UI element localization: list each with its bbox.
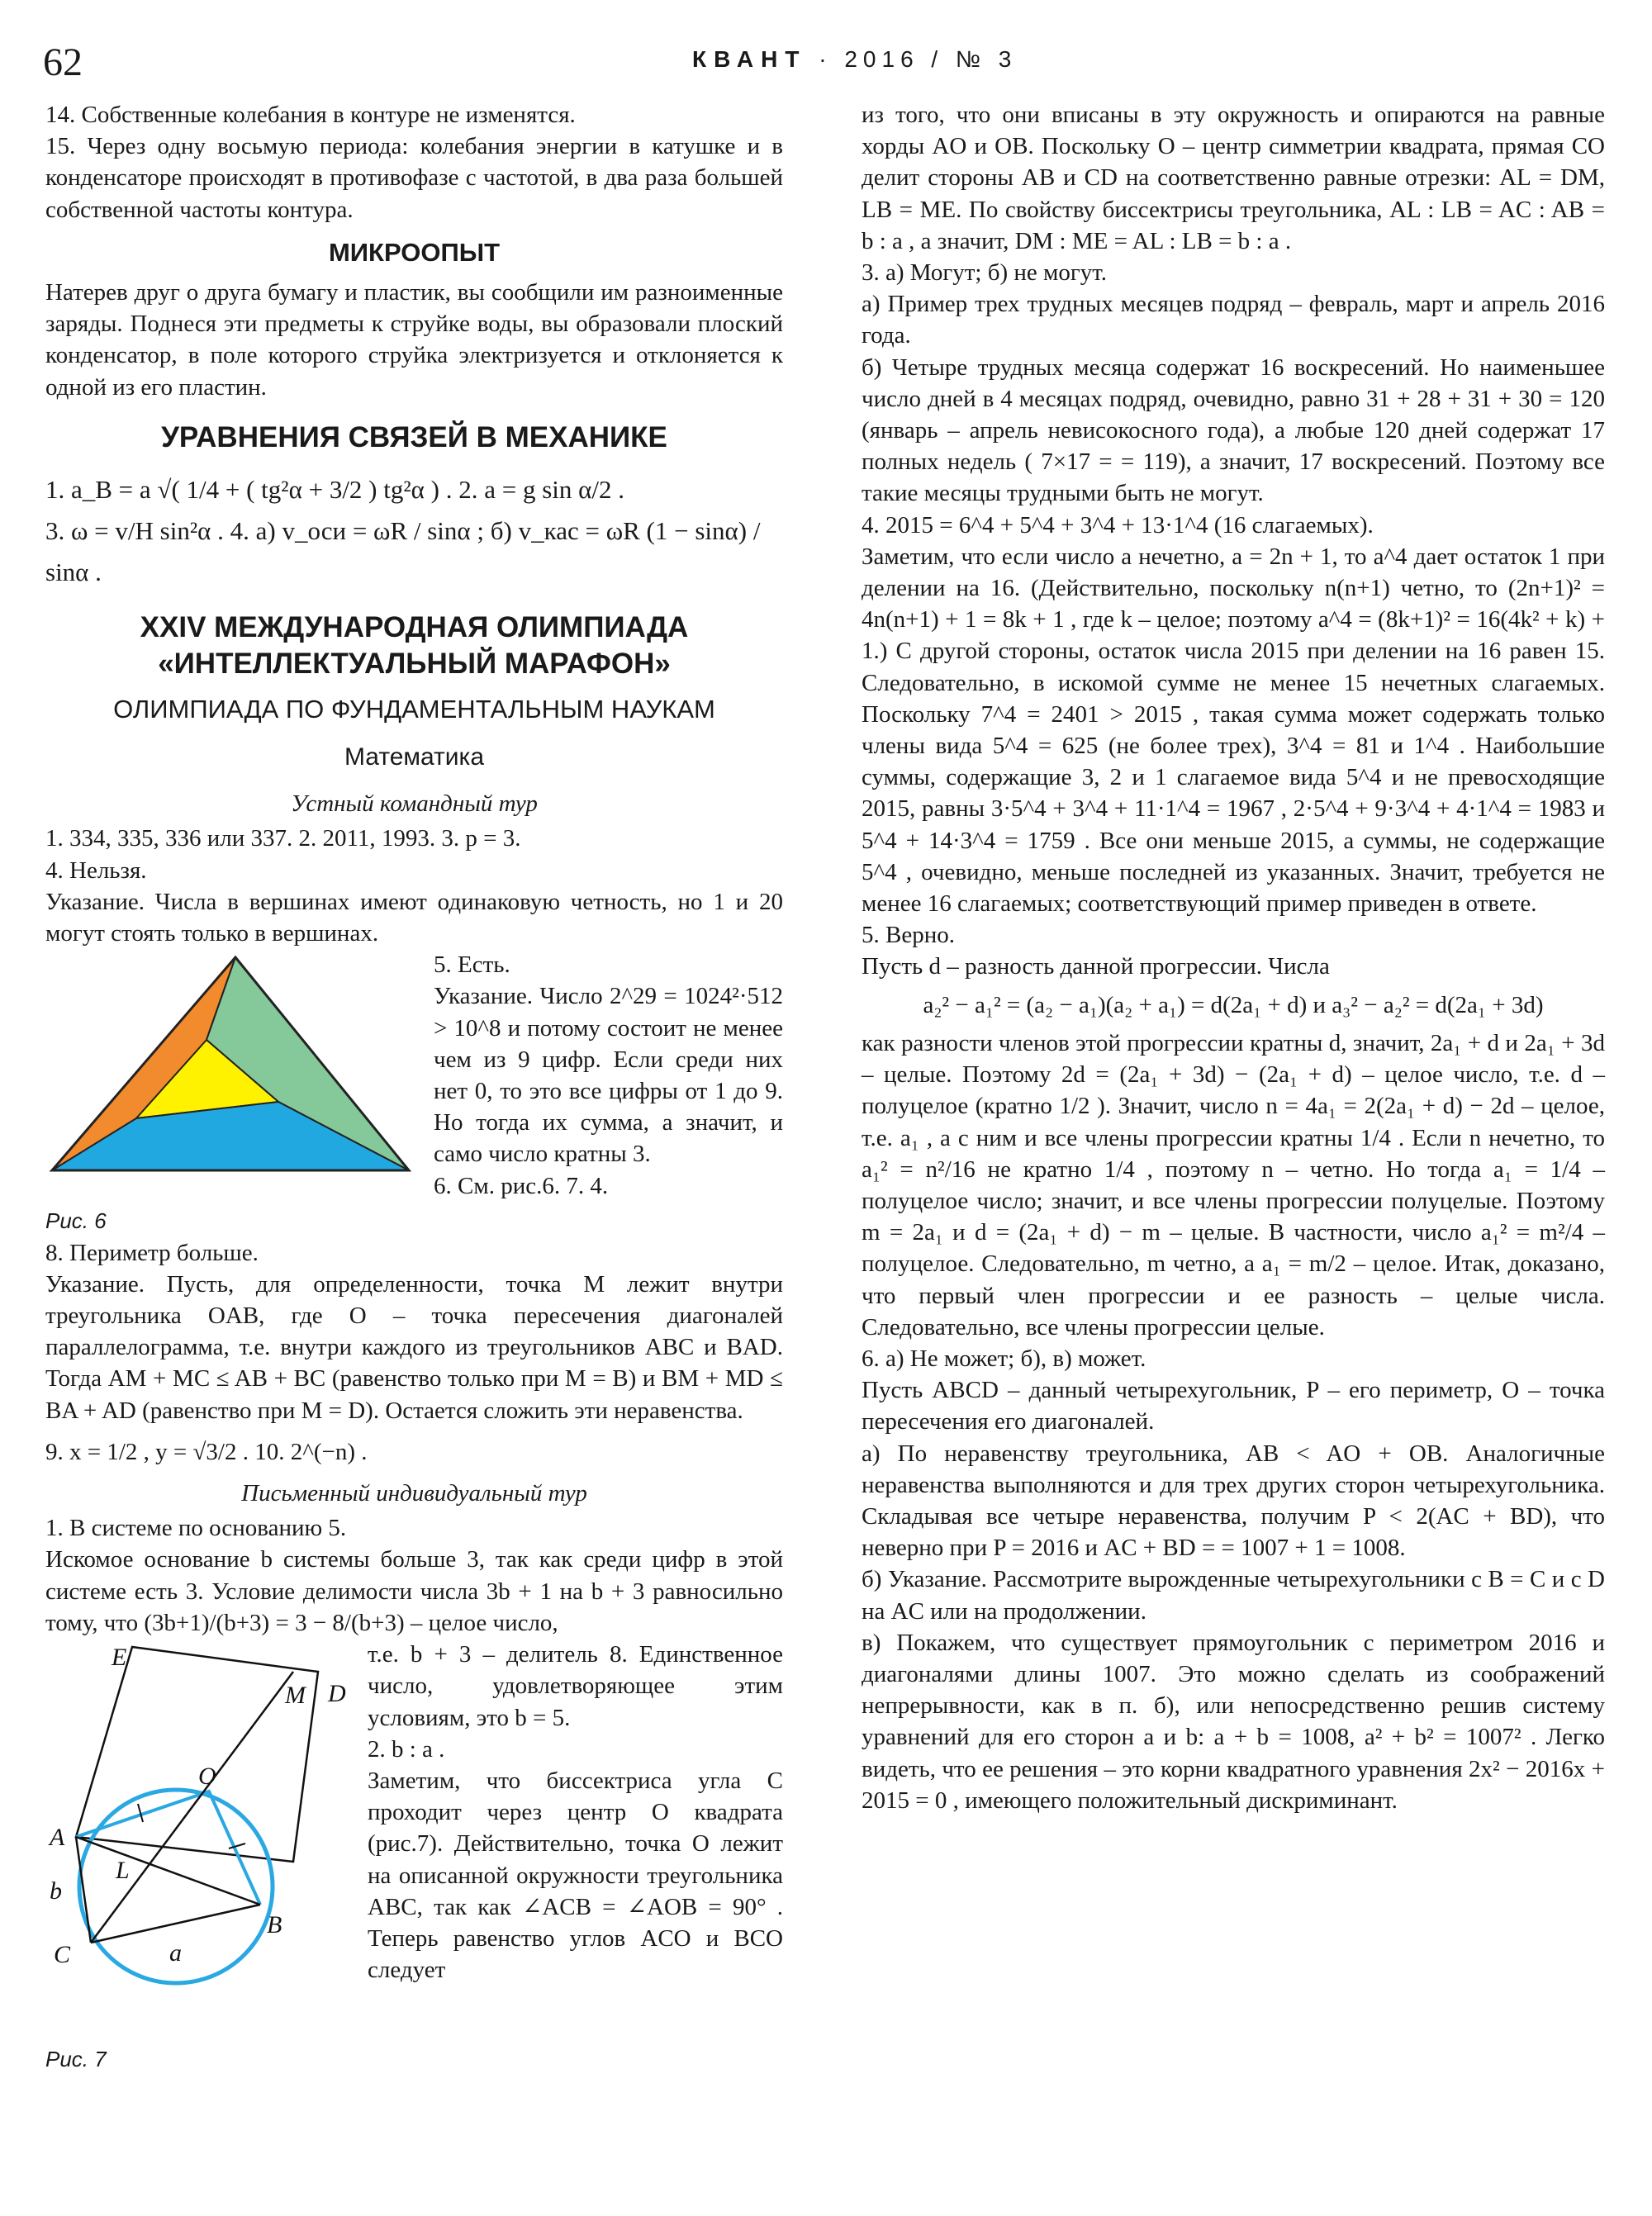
mech-title: УРАВНЕНИЯ СВЯЗЕЙ В МЕХАНИКЕ: [161, 420, 667, 453]
written-answer-3a: а) Пример трех трудных месяцев подряд – февраль, март и апрель 2016 года.: [862, 291, 1605, 349]
written-tour-heading: Письменный индивидуальный тур: [241, 1480, 587, 1507]
answer-14: 14. Собственные колебания в контуре не изменятся.: [45, 102, 576, 128]
oral-answer-4-hint: Указание. Числа в вершинах имеют одинаковую четность, но 1 и 20 могут стоять только в вершинах.: [45, 888, 783, 947]
fig7-label-C: C: [54, 1941, 71, 1969]
fig7-label-b: b: [50, 1877, 62, 1905]
oral-answers-9-10: 9. x = 1/2 , y = √3/2 . 10. 2^(−n) .: [45, 1438, 368, 1465]
oral-answers-6-7: 6. См. рис.6. 7. 4.: [434, 1172, 609, 1199]
fig7-label-L: L: [116, 1857, 130, 1885]
written-answer-5b: как разности членов этой прогрессии кратны d, значит, 2a₁ + d и 2a₁ + 3d – целые. Поэтому 2d = (2a₁ + 3d) − (2a₁ + d) – целое число, т.е. d – полуцелое (кратно 1/2 ). Значит, число n = 4a₁ = 2(2a₁ + d) − 2d – целое, т.е. a₁ , а с ним и все члены прогрессии кратны 1/4 . Если n нечетно, то a₁² = n²/16 не кратно 1/4 , поэтому n – четно. Но тогда a₁ = 1/4 – полуцелое число; значит, и все члены прогрессии полуцелые. Поэтому m = 2a₁ и d = (2a₁ + d) − m – целые. В частности, число a₁² = m²/4 – полуцелое. Следовательно, m четно, а a₁ = m/2 – целое. Итак, доказано, что первый член прогрессии и ее разность – целые числа. Следовательно, все члены прогрессии целые.: [862, 1029, 1605, 1341]
page-number: 62: [43, 40, 83, 84]
figure-6: [45, 949, 425, 1236]
written-answer-6a: Пусть ABCD – данный четырехугольник, P – его периметр, O – точка пересечения его диагоналей.: [862, 1377, 1605, 1435]
written-answer-2: 2. b : a .: [368, 1735, 445, 1763]
mech-formula-1-2: [45, 469, 783, 510]
fig7-side-text: [359, 1639, 783, 2075]
mech-formula-1: 1. a_B = a √( 1/4 + ( tg²α + 3/2 ) tg²α ) .: [45, 474, 453, 504]
written-answer-4-text: Заметим, что если число a нечетно, a = 2n + 1, то a^4 дает остаток 1 при делении на 16. (Действительно, поскольку n(n+1) четно, то (2n+1)² = 4n(n+1) + 1 = 8k + 1 , где k – целое; поэтому a^4 = (8k+1)² = 16(4k² + k) + 1.) С другой стороны, остаток числа 2015 при делении на 16 равен 15. Следовательно, в искомой сумме не менее 15 нечетных слагаемых. Поскольку 7^4 = 2401 > 2015 , такая сумма может содержать только члены вида 5^4 = 625 (не более трех), 3^4 = 81 и 1^4 . Наибольшие суммы, содержащие 3, 2 и 1 слагаемое вида 5^4 и не превосходящие 2015, равны 3·5^4 + 3^4 + 11·1^4 = 1967 , 2·5^4 + 9·3^4 + 4·1^4 = 1983 и 5^4 + 14·3^4 = 1759 . Все они меньше 2015, а суммы, не содержащие 5^4 , очевидно, меньше последней из указанных. Значит, требуется не менее 16 слагаемых; соответствующий пример приведен в ответе.: [862, 543, 1605, 918]
written-answer-3: 3. а) Могут; б) не могут.: [862, 259, 1108, 287]
mech-formula-2: 2. a = g sin α/2 .: [458, 474, 625, 504]
math-heading: Математика: [344, 743, 485, 771]
written-answer-6: 6. а) Не может; б), в) может.: [862, 1345, 1146, 1372]
written-answer-2-text: Заметим, что биссектриса угла C проходит через центр O квадрата (рис.7). Действительно, точка O лежит на описанной окружности треугольника ABC, так как ∠ACB = ∠AOB = 90° . Теперь равенство углов ACO и BCO следует: [368, 1767, 783, 1984]
oral-answer-8-hint: Указание. Пусть, для определенности, точка M лежит внутри треугольника OAB, где O – точка пересечения диагоналей параллелограмма, т.е. внутри каждого из треугольников ABC и BAD. Тогда AM + MC ≤ AB + BC (равенство только при M = B) и BM + MD ≤ BA + AD (равенство при M = D). Остается сложить эти неравенства.: [45, 1270, 783, 1424]
written-answer-4: 4. 2015 = 6^4 + 5^4 + 3^4 + 13·1^4 (16 слагаемых).: [862, 511, 1374, 539]
written-answer-3b: б) Четыре трудных месяца содержат 16 воскресений. Но наименьшее число дней в 4 месяцах подряд, очевидно, равно 31 + 28 + 31 + 30 = 120 (январь – апрель невисокосного года), а любые 120 дней содержат 17 полных недель ( 7×17 = = 119), а значит, 17 воскресений. Поэтому все такие месяцы трудными быть не могут.: [862, 354, 1605, 507]
oral-answers-1-3: 1. 334, 335, 336 или 337. 2. 2011, 1993. 3. p = 3.: [45, 825, 521, 852]
olympiad-title-line1: XXIV МЕЖДУНАРОДНАЯ ОЛИМПИАДА: [140, 610, 689, 643]
mech-formula-3-4: [45, 510, 783, 593]
fig7-square: [76, 1647, 318, 1862]
fig7-label-D: D: [328, 1680, 346, 1708]
oral-answer-5-hint: Указание. Число 2^29 = 1024²·512 > 10^8 и потому состоит не менее чем из 9 цифр. Если среди них нет 0, то это все цифры от 1 до 9. Но тогда их сумма, а значит, и само число кратны 3.: [434, 983, 783, 1168]
answer-15: 15. Через одну восьмую периода: колебания энергии в катушке и в конденсаторе происходят в противофазе с частотой, в два раза большей собственной частоты контура.: [45, 133, 783, 223]
fig7-label-M: M: [285, 1682, 306, 1710]
header-separator: ·: [819, 46, 833, 72]
written-answer-5: 5. Верно.: [862, 922, 955, 949]
fig7-caption: Рис. 7: [45, 2047, 107, 2072]
written-answer-1: 1. В системе по основанию 5.: [45, 1515, 347, 1542]
written-answer-5a: Пусть d – разность данной прогрессии. Числа: [862, 953, 1330, 980]
written-answer-6b: а) По неравенству треугольника, AB < AO + OB. Аналогичные неравенства выполняются и для трех других сторон четырехугольника. Складывая все четыре неравенства, получим P < 2(AC + BD), что неверно при P = 2016 и AC + BD = = 1007 + 1 = 1008.: [862, 1440, 1605, 1562]
written-answer-6c: б) Указание. Рассмотрите вырожденные четырехугольники с B = C и с D на AC или на продолжении.: [862, 1566, 1605, 1625]
mech-formula-4: 4. а) v_оси = ωR / sinα ; б) v_кас = ωR (1 − sinα) / sinα .: [45, 515, 761, 586]
fig7-label-B: B: [267, 1911, 282, 1939]
written-answer-2-cont: из того, что они вписаны в эту окружность и опираются на равные хорды AO и OB. Поскольку O – центр симметрии квадрата, прямая CO делит стороны AB и CD на соответственно равные отрезки: AL = DM, LB = ME. По свойству биссектрисы треугольника, AL : LB = AC : AB = b : a , а значит, DM : ME = AL : LB = b : a .: [862, 102, 1605, 254]
written-answer-1-cont: т.е. b + 3 – делитель 8. Единственное число, удовлетворяющее этим условиям, это b = 5.: [368, 1641, 783, 1731]
fig7-row: [45, 1639, 783, 2075]
oral-answer-8: 8. Периметр больше.: [45, 1239, 259, 1266]
olympiad-title: [45, 610, 783, 682]
written-answer-5-formula: a₂² − a₁² = (a₂ − a₁)(a₂ + a₁) = d(2a₁ + d) и a₃² − a₂² = d(2a₁ + 3d): [923, 991, 1544, 1018]
mech-formulas: [45, 469, 783, 593]
fig7-label-A: A: [50, 1824, 65, 1852]
left-column: [45, 99, 783, 2076]
fig7-svg: [45, 1639, 359, 2035]
fig7-label-a: a: [169, 1939, 182, 1967]
oral-answer-5: 5. Есть.: [434, 951, 510, 979]
fig6-side-text: [425, 949, 783, 1236]
fig6-caption: Рис. 6: [45, 1208, 107, 1234]
right-column: [862, 99, 1605, 1816]
written-answer-6d: в) Покажем, что существует прямоугольник с периметром 2016 и диагоналями длины 1007. Это можно сделать из соображений непрерывности, как в п. б), или непосредственно решив систему уравнений для его сторон a и b: a + b = 1008, a² + b² = 1007² . Легко видеть, что ее решения – это корни квадратного уравнения 2x² − 2016x + 2015 = 0 , имеющего положительный дискриминант.: [862, 1629, 1605, 1814]
olympiad-title-line2: «ИНТЕЛЛЕКТУАЛЬНЫЙ МАРАФОН»: [158, 647, 671, 680]
written-answer-1-text: Искомое основание b системы больше 3, так как среди цифр в этой системе есть 3. Условие делимости числа 3b + 1 на b + 3 равносильно тому, что (3b+1)/(b+3) = 3 − 8/(b+3) – целое число,: [45, 1546, 783, 1636]
olympiad-subtitle: ОЛИМПИАДА ПО ФУНДАМЕНТАЛЬНЫМ НАУКАМ: [113, 694, 715, 724]
microopyt-title: МИКРООПЫТ: [328, 237, 501, 267]
magazine-issue: 2016 / № 3: [844, 46, 1018, 72]
magazine-header: [692, 46, 1017, 73]
fig6-row: [45, 949, 783, 1236]
mech-formula-3: 3. ω = v/H sin²α .: [45, 515, 224, 545]
fig7-label-O: O: [198, 1763, 216, 1791]
figure-7: [45, 1639, 359, 2075]
fig7-label-E: E: [112, 1644, 127, 1672]
magazine-title: КВАНТ: [692, 46, 807, 72]
microopyt-text: Натерев друг о друга бумагу и пластик, вы сообщили им разноименные заряды. Поднеся эти предметы к струйке воды, вы образовали плоский конденсатор, в поле которого струйка электризуется и отклоняется к одной из его пластин.: [45, 279, 783, 401]
oral-answer-4: 4. Нельзя.: [45, 857, 147, 884]
fig6-svg: [45, 949, 425, 1197]
oral-tour-heading: Устный командный тур: [291, 790, 538, 818]
